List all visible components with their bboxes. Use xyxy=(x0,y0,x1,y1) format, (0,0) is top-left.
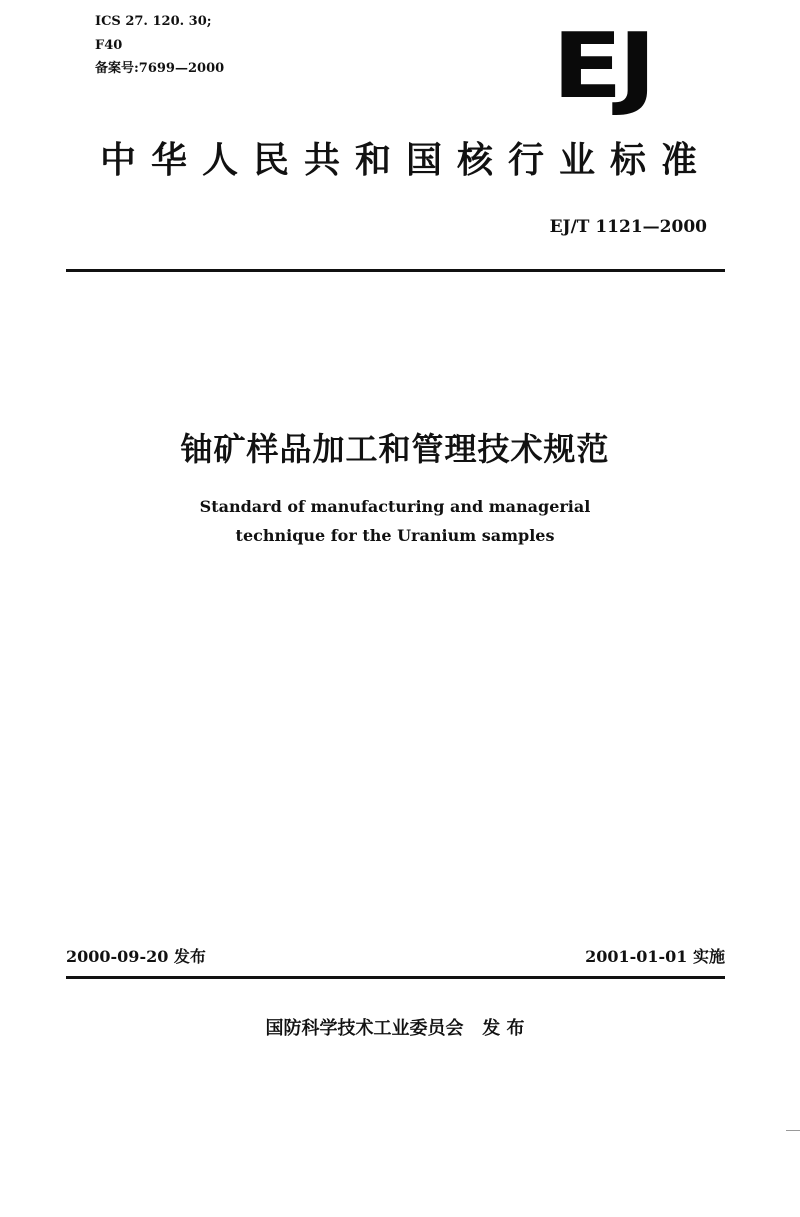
scan-edge-mark xyxy=(786,1130,800,1131)
registration-number: 备案号:7699—2000 xyxy=(95,61,225,76)
ej-logo: EJ xyxy=(552,14,653,119)
classification-code: F40 xyxy=(95,38,123,53)
document-title-en-line2: technique for the Uranium samples xyxy=(235,526,555,545)
issue-date: 2000-09-20 发布 xyxy=(66,947,206,966)
ics-code: ICS 27. 120. 30; xyxy=(95,14,212,29)
document-title-en-line1: Standard of manufacturing and managerial xyxy=(199,497,591,516)
implementation-date: 2001-01-01 实施 xyxy=(585,947,725,966)
standard-number: EJ/T 1121—2000 xyxy=(549,217,707,237)
bottom-divider xyxy=(66,976,725,979)
publisher: 国防科学技术工业委员会 发 布 xyxy=(265,1018,525,1039)
top-divider xyxy=(66,269,725,272)
document-title-cn: 铀矿样品加工和管理技术规范 xyxy=(180,430,610,468)
issuer-title: 中华人民共和国核行业标准 xyxy=(100,140,713,181)
